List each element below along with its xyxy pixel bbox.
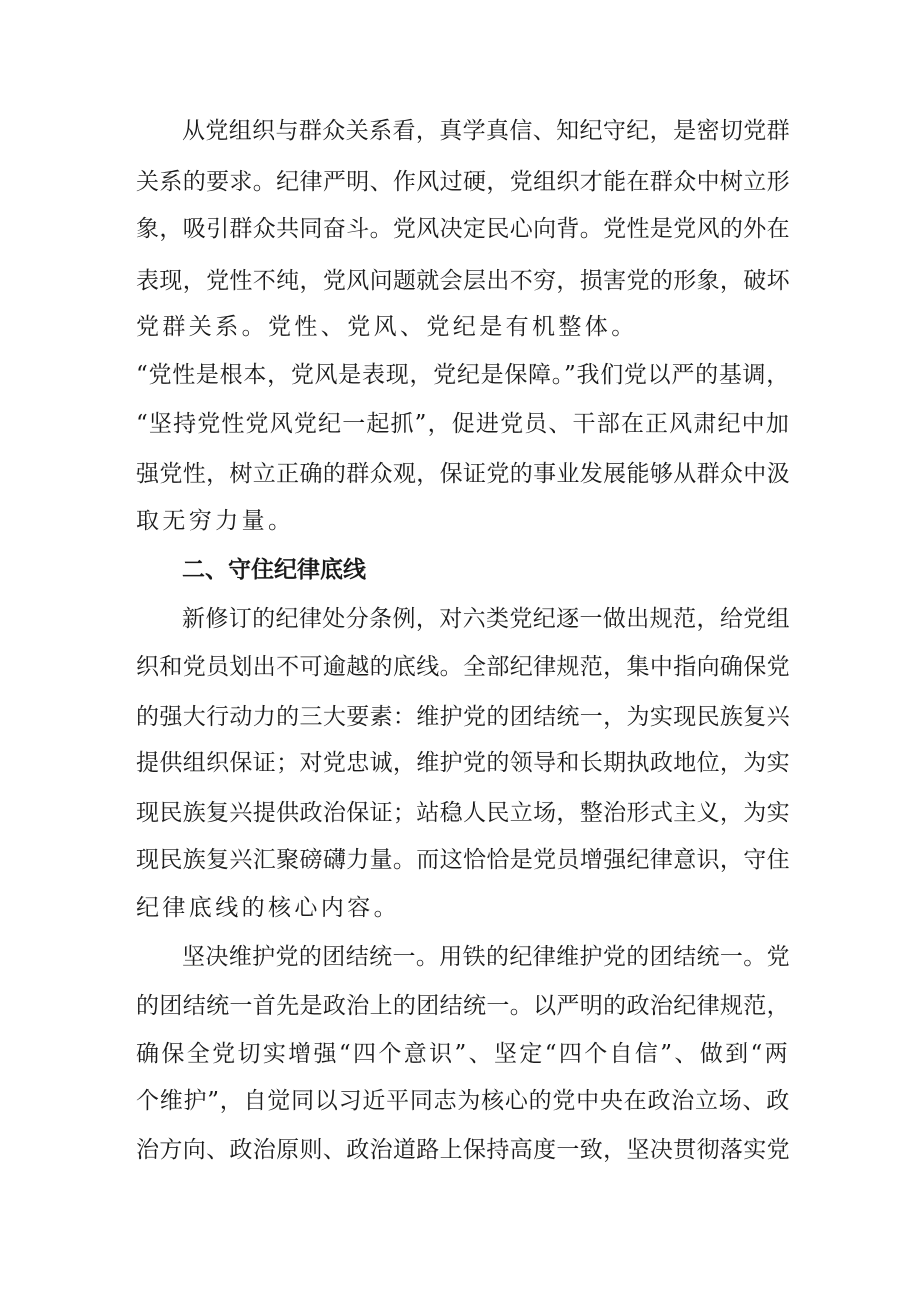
text-line: 表现，党性不纯，党风问题就会层出不穷，损害党的形象，破坏 xyxy=(136,268,790,294)
text-line: 现民族复兴汇聚磅礴力量。而这恰恰是党员增强纪律意识，守住 xyxy=(136,847,790,873)
text-line: 从党组织与群众关系看，真学真信、知纪守纪，是密切党群 xyxy=(182,118,790,144)
text-line: “党性是根本，党风是表现，党纪是保障。”我们党以严的基调， xyxy=(136,362,790,388)
text-line: 的团结统一首先是政治上的团结统一。以严明的政治纪律规范， xyxy=(136,993,790,1019)
text-line: 坚决维护党的团结统一。用铁的纪律维护党的团结统一。党 xyxy=(182,944,790,970)
text-line: 织和党员划出不可逾越的底线。全部纪律规范，集中指向确保党 xyxy=(136,654,790,680)
text-line: “坚持党性党风党纪一起抓”，促进党员、干部在正风肃纪中加 xyxy=(136,411,790,437)
text-line: 党群关系。党性、党风、党纪是有机整体。 xyxy=(136,314,638,340)
text-line: 取无穷力量。 xyxy=(136,508,295,534)
text-line: 治方向、政治原则、政治道路上保持高度一致，坚决贯彻落实党 xyxy=(136,1137,790,1163)
section-heading: 二、守住纪律底线 xyxy=(182,557,366,583)
text-line: 提供组织保证；对党忠诚，维护党的领导和长期执政地位，为实 xyxy=(136,750,790,776)
text-line: 关系的要求。纪律严明、作风过硬，党组织才能在群众中树立形 xyxy=(136,169,790,195)
text-line: 确保全党切实增强“四个意识”、坚定“四个自信”、做到“两 xyxy=(136,1041,790,1067)
text-line: 象，吸引群众共同奋斗。党风决定民心向背。党性是党风的外在 xyxy=(136,216,790,242)
text-line: 纪律底线的核心内容。 xyxy=(136,895,400,921)
text-line: 个维护”，自觉同以习近平同志为核心的党中央在政治立场、政 xyxy=(136,1088,790,1114)
text-line: 新修订的纪律处分条例，对六类党纪逐一做出规范，给党组 xyxy=(182,606,790,632)
text-line: 的强大行动力的三大要素：维护党的团结统一，为实现民族复兴 xyxy=(136,704,790,730)
text-line: 强党性，树立正确的群众观，保证党的事业发展能够从群众中汲 xyxy=(136,461,790,487)
text-line: 现民族复兴提供政治保证；站稳人民立场，整治形式主义，为实 xyxy=(136,800,790,826)
